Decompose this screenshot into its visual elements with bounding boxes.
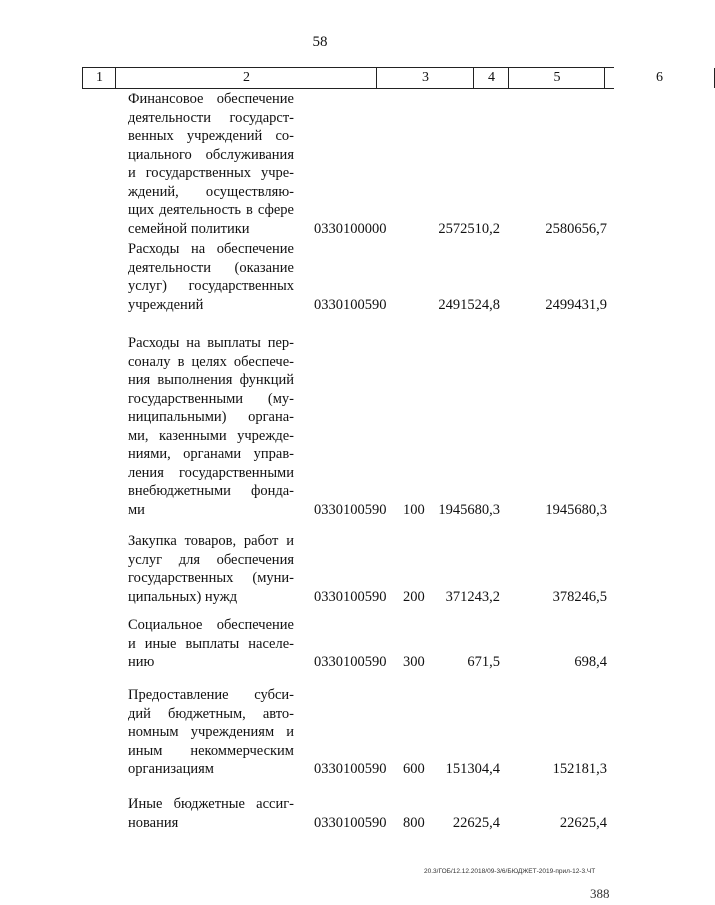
amount-col-6: 152181,3 [552,761,607,777]
description-line: дий бюджетным, авто- [128,705,294,722]
description-line: номным учреждениям и [128,724,294,740]
page-number: 58 [312,34,328,50]
description-line: ниями, органами управ- [128,446,294,462]
description-line: семейной политики [128,220,250,237]
description-line: и государственных учре- [128,165,294,181]
description-line: Предоставление субси- [128,687,294,703]
description-line: Финансовое обеспечение [128,91,294,107]
header-col-6: 6 [604,68,715,88]
page-stamp: 388 [590,886,610,901]
amount-col-5: 1945680,3 [438,501,500,518]
description-line: нию [128,654,155,670]
target-article-code: 0330100590 [314,501,387,518]
amount-col-6: 698,4 [574,654,607,670]
row-description [128,686,294,779]
amount-col-6: 378246,5 [552,588,607,605]
description-line: венных учреждений со- [128,128,294,144]
row-description [128,334,294,519]
description-line: государственных (муни- [128,570,294,586]
target-article-code: 0330100590 [314,814,387,831]
header-col-3: 3 [376,68,474,88]
description-line: услуг для обеспечения [128,551,294,568]
expense-type-code: 200 [403,588,425,605]
expense-type-code: 800 [403,814,425,831]
expense-type-code: 600 [403,761,425,777]
header-col-2: 2 [115,68,377,88]
description-line: Закупка товаров, работ и [128,533,294,549]
row-description [128,532,294,606]
amount-col-6: 1945680,3 [545,501,607,518]
target-article-code: 0330100000 [314,220,387,237]
description-line: государственными (му- [128,390,294,407]
amount-col-6: 2580656,7 [545,220,607,237]
table-header [82,67,663,89]
description-line: деятельности государст- [128,109,294,126]
amount-col-6: 22625,4 [559,814,607,831]
description-line: услуг) государственных [128,278,294,294]
description-line: ждений, осуществляю- [128,183,294,200]
header-col-1: 1 [82,68,116,88]
description-line: соналу в целях обеспече- [128,353,294,370]
description-line: Социальное обеспечение [128,617,294,633]
target-article-code: 0330100590 [314,654,387,670]
target-article-code: 0330100590 [314,296,387,313]
description-line: внебюджетными фонда- [128,483,294,499]
description-line: нования [128,814,179,831]
description-line: ниципальными) органа- [128,409,294,425]
amount-col-5: 2572510,2 [438,220,500,237]
row-description [128,240,294,314]
description-line: Расходы на обеспечение [128,241,294,257]
description-line: Иные бюджетные ассиг- [128,796,294,812]
header-col-4: 4 [473,68,509,88]
description-line: и иные выплаты населе- [128,635,294,652]
footer-file-path: 20.3/ГОБ/12.12.2018/09-3/6/БЮДЖЕТ-2019-прил-12-3.ЧТ [424,868,596,875]
expense-type-code: 300 [403,654,425,670]
amount-col-5: 2491524,8 [438,296,500,313]
header-col-5: 5 [508,68,605,88]
amount-col-5: 371243,2 [445,588,500,605]
description-line: деятельности (оказание [128,259,294,276]
amount-col-5: 671,5 [467,654,500,670]
amount-col-5: 151304,4 [445,761,500,777]
row-description [128,90,294,238]
amount-col-5: 22625,4 [452,814,500,831]
amount-col-6: 2499431,9 [545,296,607,313]
row-description [128,795,294,832]
description-line: иным некоммерческим [128,742,294,759]
target-article-code: 0330100590 [314,588,387,605]
description-line: циального обслуживания [128,146,294,163]
row-description [128,616,294,672]
description-line: ния выполнения функций [128,372,294,388]
description-line: ципальных) нужд [128,588,238,605]
description-line: организациям [128,761,214,777]
description-line: ми, казенными учрежде- [128,427,294,444]
description-line: щих деятельность в сфере [128,202,294,218]
description-line: ми [128,501,145,518]
description-line: Расходы на выплаты пер- [128,335,294,351]
expense-type-code: 100 [403,501,425,518]
description-line: ления государственными [128,464,294,481]
description-line: учреждений [128,296,204,313]
target-article-code: 0330100590 [314,761,387,777]
